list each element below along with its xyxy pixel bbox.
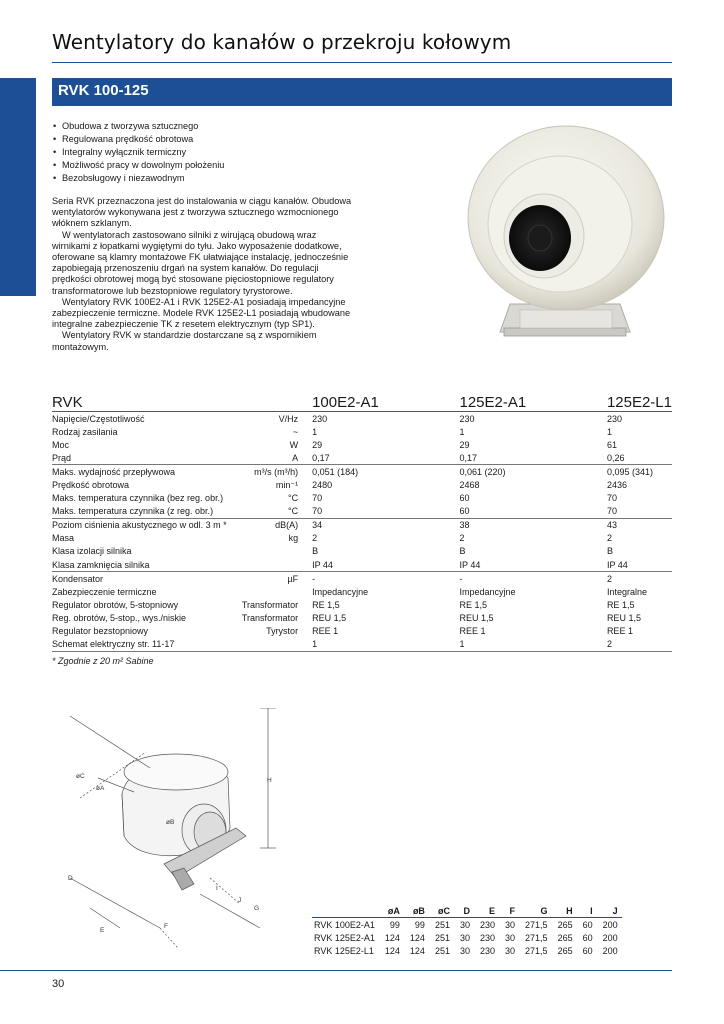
spec-value: 34 xyxy=(312,520,323,531)
spec-label: Klasa izolacji silnika xyxy=(52,546,132,557)
spec-value: 60 xyxy=(459,493,470,504)
feature-item: • Możliwość pracy w dowolnym położeniu xyxy=(52,159,224,172)
spec-label: Prąd xyxy=(52,451,242,465)
spec-row xyxy=(52,518,672,532)
dim-value: 200 xyxy=(602,932,618,943)
spec-row xyxy=(52,478,672,491)
dim-model: RVK 100E2-A1 xyxy=(312,918,379,932)
dim-header: F xyxy=(509,905,516,916)
dim-value: 124 xyxy=(409,932,425,943)
label-oa: øA xyxy=(96,785,105,792)
dim-value: 271,5 xyxy=(525,932,548,943)
label-oc: øC xyxy=(76,773,85,780)
section-header xyxy=(52,78,672,106)
spec-header-125e2-a1: 125E2-A1 xyxy=(460,394,607,412)
specification-table xyxy=(52,394,672,652)
dim-value: 230 xyxy=(474,918,499,932)
spec-value: 230 xyxy=(459,413,475,424)
label-e: E xyxy=(100,927,105,934)
label-i: I xyxy=(216,885,218,892)
spec-row xyxy=(52,451,672,465)
spec-value: 1 xyxy=(459,426,465,437)
dim-model: RVK 125E2-L1 xyxy=(314,945,374,956)
spec-row xyxy=(52,611,672,624)
spec-value: Impedancyjne xyxy=(459,586,516,597)
spec-value: 61 xyxy=(606,439,617,450)
spec-unit xyxy=(242,545,312,558)
spec-unit: Transformator xyxy=(241,612,299,623)
dim-value: 200 xyxy=(597,918,622,932)
label-h: H xyxy=(267,777,272,784)
spec-value: RE 1,5 xyxy=(459,599,488,610)
dim-model: RVK 125E2-A1 xyxy=(314,932,375,943)
side-accent-strip xyxy=(0,78,36,296)
spec-value: 230 xyxy=(606,413,622,424)
spec-header-row xyxy=(52,394,672,412)
dim-value: 265 xyxy=(557,932,573,943)
label-ob: øB xyxy=(166,819,175,826)
spec-value: Integralne xyxy=(606,586,647,597)
dim-header: E xyxy=(489,905,496,916)
spec-label: Prędkość obrotowa xyxy=(52,480,130,491)
spec-value: REE 1 xyxy=(459,626,486,637)
spec-unit: V/Hz xyxy=(278,413,299,424)
spec-value: IP 44 xyxy=(460,558,607,572)
description-paragraph: Seria RVK przeznaczona jest do instalowania w ciągu kanałów. Obudowa wentylatorów wykonywana jest z tworzywa sztucznego wzmocnionego włóknem szklanym. xyxy=(52,196,352,229)
spec-row xyxy=(52,625,672,638)
spec-value: 2 xyxy=(607,638,672,652)
dim-value: 30 xyxy=(454,918,474,932)
spec-value: 2468 xyxy=(459,480,480,491)
dim-value: 230 xyxy=(479,932,496,943)
label-g: G xyxy=(254,905,260,912)
description-paragraph: Wentylatory RVK w standardzie dostarczane są z wspornikiem montażowym. xyxy=(52,330,317,352)
spec-label: Regulator obrotów, 5-stopniowy xyxy=(52,599,179,610)
dimension-table xyxy=(312,904,622,957)
spec-unit: m³/s (m³/h) xyxy=(254,466,299,477)
dim-value: 30 xyxy=(459,932,470,943)
label-d: D xyxy=(68,875,73,882)
spec-label: Kondensator xyxy=(52,573,104,584)
spec-value: 70 xyxy=(312,493,323,504)
spec-header-125e2-l1: 125E2-L1 xyxy=(606,394,672,411)
feature-item: • Regulowana prędkość obrotowa xyxy=(52,133,224,146)
spec-value: - xyxy=(312,573,316,584)
spec-value: 1 xyxy=(606,426,612,437)
spec-row xyxy=(52,572,672,586)
dim-row xyxy=(312,918,622,932)
spec-value: B xyxy=(459,546,466,557)
dim-value: 60 xyxy=(582,932,593,943)
dim-value: 251 xyxy=(434,945,450,956)
spec-label: Zabezpieczenie termiczne xyxy=(52,586,157,597)
feature-item: • Integralny wyłącznik termiczny xyxy=(52,146,224,159)
dim-value: 200 xyxy=(602,945,618,956)
spec-label: Maks. temperatura czynnika (z reg. obr.) xyxy=(52,505,242,519)
dimension-drawing xyxy=(60,708,290,948)
spec-label: Moc xyxy=(52,439,70,450)
description xyxy=(52,196,352,353)
spec-value: 0,095 (341) xyxy=(606,466,653,477)
dim-header: øC xyxy=(437,905,450,916)
footnote: * Zgodnie z 20 m² Sabine xyxy=(52,656,154,666)
dim-header: I xyxy=(590,905,593,916)
spec-row xyxy=(52,412,672,426)
spec-unit: Tyrystor xyxy=(266,626,299,637)
feature-item: • Obudowa z tworzywa sztucznego xyxy=(52,120,224,133)
spec-value: Impedancyjne xyxy=(312,586,369,597)
spec-value: 0,17 xyxy=(460,451,607,465)
spec-value: 1 xyxy=(312,638,459,652)
spec-unit: µF xyxy=(287,573,299,584)
dim-value: 30 xyxy=(505,945,516,956)
spec-row xyxy=(52,585,672,598)
spec-label: Maks. temperatura czynnika (bez reg. obr.) xyxy=(52,493,224,504)
spec-label: Klasa zamknięcia silnika xyxy=(52,558,242,572)
spec-unit: Transformator xyxy=(241,599,299,610)
spec-label: Reg. obrotów, 5-stop., wys./niskie xyxy=(52,612,187,623)
spec-value: 1 xyxy=(312,426,318,437)
spec-label: Napięcie/Częstotliwość xyxy=(52,413,145,424)
spec-value: 2 xyxy=(606,533,612,544)
spec-header-100e2-a1: 100E2-A1 xyxy=(312,394,459,412)
dim-header: H xyxy=(566,905,573,916)
label-f: F xyxy=(164,923,168,930)
feature-list xyxy=(52,120,224,185)
section-title: RVK 100-125 xyxy=(58,82,149,99)
description-paragraph: Wentylatory RVK 100E2-A1 i RVK 125E2-A1 posiadają impedancyjne zabezpieczenie termiczne. Modele RVK 125E2-L1 posiadają wbudowane integralne zabezpieczenie TK z resetem elektrycznym (typ SP1). xyxy=(52,296,351,330)
spec-label: Poziom ciśnienia akustycznego w odl. 3 m * xyxy=(52,520,227,531)
spec-value: 0,26 xyxy=(607,451,672,465)
dim-value: 251 xyxy=(429,918,454,932)
dim-value: 60 xyxy=(577,918,597,932)
fan-product-photo xyxy=(460,114,672,346)
spec-row xyxy=(52,532,672,545)
spec-value: 38 xyxy=(459,520,470,531)
dim-header: G xyxy=(540,905,548,916)
spec-label: Maks. wydajność przepływowa xyxy=(52,466,176,477)
dim-value: 30 xyxy=(459,945,470,956)
spec-unit: kg xyxy=(288,533,299,544)
spec-unit xyxy=(242,638,312,652)
spec-row xyxy=(52,425,672,438)
spec-value: 2 xyxy=(312,533,318,544)
spec-value: REE 1 xyxy=(606,626,633,637)
dim-header: J xyxy=(612,905,618,916)
spec-label: Rodzaj zasilania xyxy=(52,426,118,437)
spec-unit xyxy=(242,558,312,572)
dim-value: 265 xyxy=(552,918,577,932)
spec-value: REU 1,5 xyxy=(459,612,494,623)
spec-unit: °C xyxy=(287,493,299,504)
spec-row xyxy=(52,558,672,572)
dim-row xyxy=(312,944,622,957)
spec-unit: °C xyxy=(242,505,312,519)
spec-value: 43 xyxy=(606,520,617,531)
spec-value: 70 xyxy=(607,505,672,519)
spec-row xyxy=(52,598,672,611)
dim-value: 99 xyxy=(379,918,404,932)
spec-value: REU 1,5 xyxy=(312,612,347,623)
spec-unit: dB(A) xyxy=(275,520,299,531)
spec-value: 230 xyxy=(312,413,328,424)
spec-label: Schemat elektryczny str. 11-17 xyxy=(52,638,242,652)
spec-value: 29 xyxy=(312,439,323,450)
label-j: J xyxy=(238,897,242,904)
dim-value: 124 xyxy=(409,945,425,956)
page-title: Wentylatory do kanałów o przekroju kołowym xyxy=(52,30,512,54)
spec-value: 0,061 (220) xyxy=(459,466,506,477)
spec-label: Masa xyxy=(52,533,75,544)
feature-item: • Bezobsługowy i niezawodnym xyxy=(52,172,224,185)
spec-header-model: RVK xyxy=(52,394,312,412)
page-number: 30 xyxy=(52,978,65,990)
footer-divider xyxy=(0,970,672,971)
dim-value: 230 xyxy=(479,945,496,956)
spec-unit: min⁻¹ xyxy=(275,479,299,490)
spec-row xyxy=(52,545,672,558)
spec-value: 2 xyxy=(606,573,612,584)
spec-value: 60 xyxy=(460,505,607,519)
dim-value: 271,5 xyxy=(525,945,548,956)
spec-label: Regulator bezstopniowy xyxy=(52,626,149,637)
spec-unit xyxy=(242,585,312,598)
spec-value: 2480 xyxy=(312,480,333,491)
dim-header-row xyxy=(312,904,622,918)
spec-value: IP 44 xyxy=(312,558,459,572)
spec-value: 29 xyxy=(459,439,470,450)
spec-value: 1 xyxy=(460,638,607,652)
dim-header xyxy=(312,904,379,918)
spec-value: RE 1,5 xyxy=(312,599,340,610)
dim-value: 30 xyxy=(505,932,516,943)
spec-value: 0,051 (184) xyxy=(312,466,359,477)
dim-value: 251 xyxy=(434,932,450,943)
dim-value: 124 xyxy=(384,945,400,956)
dim-value: 60 xyxy=(582,945,593,956)
dim-value: 30 xyxy=(499,918,519,932)
dim-value: 99 xyxy=(404,918,429,932)
spec-value: 2 xyxy=(459,533,465,544)
dim-row xyxy=(312,931,622,944)
spec-value: REU 1,5 xyxy=(606,612,641,623)
spec-value: REE 1 xyxy=(312,626,339,637)
spec-unit: W xyxy=(289,439,299,450)
spec-value: IP 44 xyxy=(607,558,672,572)
spec-value: RE 1,5 xyxy=(606,599,635,610)
spec-row xyxy=(52,465,672,479)
description-paragraph: W wentylatorach zastosowano silniki z wirującą obudową wraz wirnikami z łopatkami wygiętymi do tyłu. Jako wyposażenie dodatkowe, oferowane są klamry montażowe FK ułatwiające instalację, jednocześnie zapobiegają przenoszeniu drgań na system kanałów. Do regulacji prędkości obrotowej mogą być stosowane pięciostopniowe regulatory transformatorowe lub bezstopniowe regulatory tyrystorowe. xyxy=(52,229,349,296)
spec-row xyxy=(52,638,672,652)
spec-value: 2436 xyxy=(606,480,627,491)
spec-value: 0,17 xyxy=(312,451,459,465)
spec-unit: ~ xyxy=(292,426,299,437)
spec-value: 70 xyxy=(606,493,617,504)
dim-header: øA xyxy=(387,905,400,916)
title-divider xyxy=(52,62,672,63)
dim-value: 265 xyxy=(557,945,573,956)
dim-value: 124 xyxy=(384,932,400,943)
spec-row xyxy=(52,438,672,451)
spec-value: B xyxy=(606,546,613,557)
dim-header: øB xyxy=(412,905,425,916)
spec-value: - xyxy=(459,573,463,584)
dim-value: 271,5 xyxy=(519,918,552,932)
spec-row xyxy=(52,492,672,505)
spec-row xyxy=(52,505,672,519)
spec-value: B xyxy=(312,546,319,557)
spec-unit: A xyxy=(242,451,312,465)
spec-value: 70 xyxy=(312,505,459,519)
dim-header: D xyxy=(463,905,470,916)
